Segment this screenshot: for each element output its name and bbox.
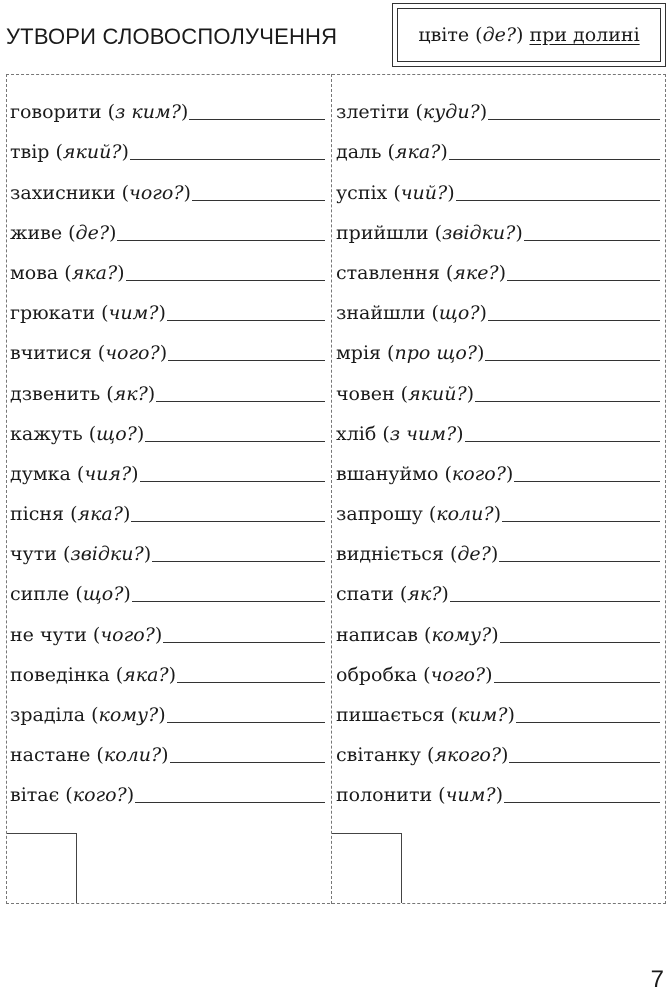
exercise-text: полонити (чим?) (336, 784, 503, 807)
exercise-row (10, 729, 325, 769)
answer-line[interactable] (465, 441, 660, 442)
exercise-row (10, 166, 325, 206)
exercise-question: яка? (123, 663, 169, 686)
exercise-text: обробка (чого?) (336, 663, 493, 686)
answer-line[interactable] (168, 360, 325, 361)
exercise-word: мрія (336, 342, 382, 365)
exercise-row (10, 608, 325, 648)
exercise-row (336, 126, 660, 166)
exercise-question: з ким? (114, 101, 181, 124)
exercise-text: запрошу (коли?) (336, 503, 501, 526)
exercise-question: що? (96, 422, 137, 445)
left-column (10, 86, 325, 809)
answer-line[interactable] (516, 722, 660, 723)
exercise-question: чого? (430, 663, 486, 686)
exercise-text: видніється (де?) (336, 543, 499, 566)
column-divider (331, 74, 332, 904)
exercise-row (10, 689, 325, 729)
exercise-word: вітає (10, 784, 60, 807)
exercise-question: яка? (394, 141, 441, 164)
exercise-word: дзвенить (10, 382, 101, 405)
answer-line[interactable] (126, 280, 325, 281)
example-question: де? (482, 24, 517, 46)
exercise-question: яке? (453, 261, 499, 284)
exercise-text: захисники (чого?) (10, 181, 191, 204)
exercise-word: живе (10, 221, 63, 244)
exercise-row (336, 247, 660, 287)
page-title: УТВОРИ СЛОВОСПОЛУЧЕННЯ (6, 24, 338, 49)
exercise-word: настане (10, 744, 91, 767)
example-answer: при долині (529, 24, 640, 46)
exercise-text: пишається (ким?) (336, 704, 515, 726)
exercise-word: спати (336, 583, 394, 606)
exercise-row (10, 769, 325, 809)
exercise-row (10, 408, 325, 448)
exercise-question: яка? (71, 261, 118, 284)
exercise-row (336, 568, 660, 608)
answer-line[interactable] (156, 401, 325, 402)
exercise-row (336, 367, 660, 407)
answer-line[interactable] (192, 200, 325, 201)
exercise-question: чим? (108, 302, 159, 325)
exercise-text: хліб (з чим?) (336, 422, 464, 445)
answer-line[interactable] (475, 401, 660, 402)
exercise-question: чия? (84, 462, 132, 485)
example-word: цвіте (418, 24, 470, 46)
exercise-text: твір (який?) (10, 141, 129, 164)
exercise-text: пісня (яка?) (10, 503, 131, 526)
example-box (392, 3, 666, 67)
exercise-text: прийшли (звідки?) (336, 221, 523, 244)
exercise-row (336, 608, 660, 648)
exercise-row (336, 488, 660, 528)
exercise-question: що? (82, 583, 124, 606)
exercise-word: мова (10, 261, 59, 284)
exercise-row (336, 448, 660, 488)
exercise-question: з чим? (389, 422, 457, 445)
exercise-question: як? (113, 382, 148, 405)
answer-line[interactable] (488, 119, 660, 120)
exercise-text: настане (коли?) (10, 744, 169, 767)
exercise-word: запрошу (336, 503, 423, 526)
grid-border-left (6, 74, 7, 904)
exercise-question: як? (407, 583, 442, 606)
answer-line[interactable] (509, 762, 660, 763)
exercise-word: видніється (336, 543, 444, 566)
exercise-text: зраділа (кому?) (10, 704, 166, 726)
exercise-text: кажуть (що?) (10, 422, 145, 445)
answer-line[interactable] (152, 561, 325, 562)
answer-line[interactable] (502, 521, 660, 522)
answer-line[interactable] (140, 481, 325, 482)
exercise-word: не чути (10, 623, 87, 646)
exercise-row (10, 367, 325, 407)
exercise-word: пишається (336, 704, 445, 726)
answer-line[interactable] (131, 521, 325, 522)
exercise-row (336, 649, 660, 689)
exercise-question: про що? (394, 342, 477, 365)
exercise-word: поведінка (10, 663, 110, 686)
exercise-word: світанку (336, 744, 421, 767)
exercise-row (10, 207, 325, 247)
exercise-text: мова (яка?) (10, 261, 125, 284)
answer-line[interactable] (499, 561, 660, 562)
exercise-question: кого? (451, 462, 506, 485)
exercise-word: пісня (10, 503, 65, 526)
exercise-text: мрія (про що?) (336, 342, 485, 365)
exercise-word: злетіти (336, 101, 410, 124)
exercise-word: вчитися (10, 342, 92, 365)
exercise-question: звідки? (70, 543, 144, 566)
exercise-word: ставлення (336, 261, 440, 284)
exercise-text: вітає (кого?) (10, 784, 135, 807)
exercise-text: успіх (чий?) (336, 181, 455, 204)
exercise-row (336, 528, 660, 568)
exercise-word: знайшли (336, 302, 426, 325)
exercise-row (336, 408, 660, 448)
answer-line[interactable] (524, 240, 660, 241)
exercise-text: говорити (з ким?) (10, 101, 189, 124)
exercise-word: кажуть (10, 422, 83, 445)
exercise-text: сипле (що?) (10, 583, 131, 606)
right-column (336, 86, 660, 809)
exercise-text: живе (де?) (10, 221, 117, 244)
answer-line[interactable] (189, 119, 325, 120)
exercise-word: даль (336, 141, 382, 164)
answer-line[interactable] (117, 240, 325, 241)
exercise-question: який? (408, 382, 467, 405)
exercise-question: де? (75, 221, 110, 244)
exercise-question: що? (438, 302, 480, 325)
exercise-question: коли? (436, 503, 494, 526)
page-number: 7 (650, 966, 664, 993)
exercise-text: поведінка (яка?) (10, 663, 177, 686)
answer-line[interactable] (167, 320, 325, 321)
example-content: цвіте ( де? ) при долині (397, 8, 661, 62)
answer-line[interactable] (170, 762, 325, 763)
exercise-row (336, 86, 660, 126)
exercise-question: який? (62, 141, 122, 164)
exercise-word: човен (336, 382, 395, 405)
exercise-question: чим? (445, 784, 496, 807)
exercise-word: говорити (10, 101, 102, 124)
exercise-word: успіх (336, 181, 388, 204)
exercise-text: грюкати (чим?) (10, 302, 166, 325)
exercise-question: ким? (457, 704, 508, 726)
exercise-text: написав (кому?) (336, 623, 499, 646)
answer-line[interactable] (450, 601, 660, 602)
exercise-row (10, 287, 325, 327)
exercise-word: написав (336, 623, 418, 646)
exercise-text: спати (як?) (336, 583, 449, 606)
answer-line[interactable] (488, 320, 660, 321)
exercise-word: полонити (336, 784, 433, 807)
exercise-question: кого? (72, 784, 127, 807)
exercise-word: думка (10, 462, 71, 485)
exercise-row (10, 126, 325, 166)
exercise-text: злетіти (куди?) (336, 101, 488, 124)
exercise-row (336, 287, 660, 327)
exercise-question: звідки? (442, 221, 516, 244)
exercise-text: світанку (якого?) (336, 744, 509, 767)
exercise-question: яка? (77, 503, 123, 526)
answer-line[interactable] (500, 642, 660, 643)
exercise-question: чий? (400, 181, 448, 204)
exercise-question: якого? (434, 744, 502, 767)
exercise-word: вшануймо (336, 462, 439, 485)
answer-line[interactable] (145, 441, 325, 442)
exercise-word: прийшли (336, 221, 429, 244)
answer-line[interactable] (449, 159, 660, 160)
exercise-row (10, 86, 325, 126)
exercise-question: чого? (105, 342, 160, 365)
exercise-word: чути (10, 543, 57, 566)
exercise-row (10, 448, 325, 488)
answer-box-right (332, 833, 402, 903)
answer-line[interactable] (135, 802, 325, 803)
answer-box-left (7, 833, 77, 903)
exercise-text: вчитися (чого?) (10, 342, 168, 365)
answer-line[interactable] (504, 802, 660, 803)
exercise-text: дзвенить (як?) (10, 382, 156, 405)
exercise-text: даль (яка?) (336, 141, 448, 164)
exercise-word: зраділа (10, 704, 86, 726)
exercise-row (336, 166, 660, 206)
exercise-row (336, 327, 660, 367)
grid-border-right (665, 74, 666, 904)
exercise-word: грюкати (10, 302, 96, 325)
exercise-text: вшануймо (кого?) (336, 462, 514, 485)
exercise-word: обробка (336, 663, 418, 686)
exercise-text: чути (звідки?) (10, 543, 152, 566)
exercise-question: кому? (431, 623, 492, 646)
exercise-word: сипле (10, 583, 70, 606)
exercise-text: думка (чия?) (10, 462, 139, 485)
exercise-text: не чути (чого?) (10, 623, 163, 646)
exercise-word: хліб (336, 422, 377, 445)
exercise-question: кому? (98, 704, 159, 726)
exercise-word: твір (10, 141, 50, 164)
exercise-text: ставлення (яке?) (336, 261, 507, 284)
exercise-question: коли? (103, 744, 162, 767)
answer-line[interactable] (485, 360, 660, 361)
answer-line[interactable] (494, 682, 661, 683)
exercise-row (10, 649, 325, 689)
exercise-question: чого? (100, 623, 155, 646)
exercise-text: знайшли (що?) (336, 302, 487, 325)
answer-line[interactable] (456, 200, 660, 201)
exercise-row (336, 729, 660, 769)
answer-line[interactable] (514, 481, 660, 482)
answer-line[interactable] (167, 722, 325, 723)
exercise-row (10, 568, 325, 608)
exercise-row (336, 769, 660, 809)
answer-line[interactable] (130, 159, 325, 160)
exercise-question: куди? (422, 101, 480, 124)
exercise-question: де? (457, 543, 491, 566)
exercise-row (336, 689, 660, 729)
exercise-row (10, 327, 325, 367)
answer-line[interactable] (163, 642, 325, 643)
exercise-row (10, 488, 325, 528)
exercise-word: захисники (10, 181, 116, 204)
answer-line[interactable] (132, 601, 325, 602)
exercise-row (336, 207, 660, 247)
exercise-question: чого? (129, 181, 184, 204)
exercise-text: човен (який?) (336, 382, 475, 405)
exercise-row (10, 247, 325, 287)
answer-line[interactable] (507, 280, 660, 281)
exercise-row (10, 528, 325, 568)
answer-line[interactable] (177, 682, 325, 683)
